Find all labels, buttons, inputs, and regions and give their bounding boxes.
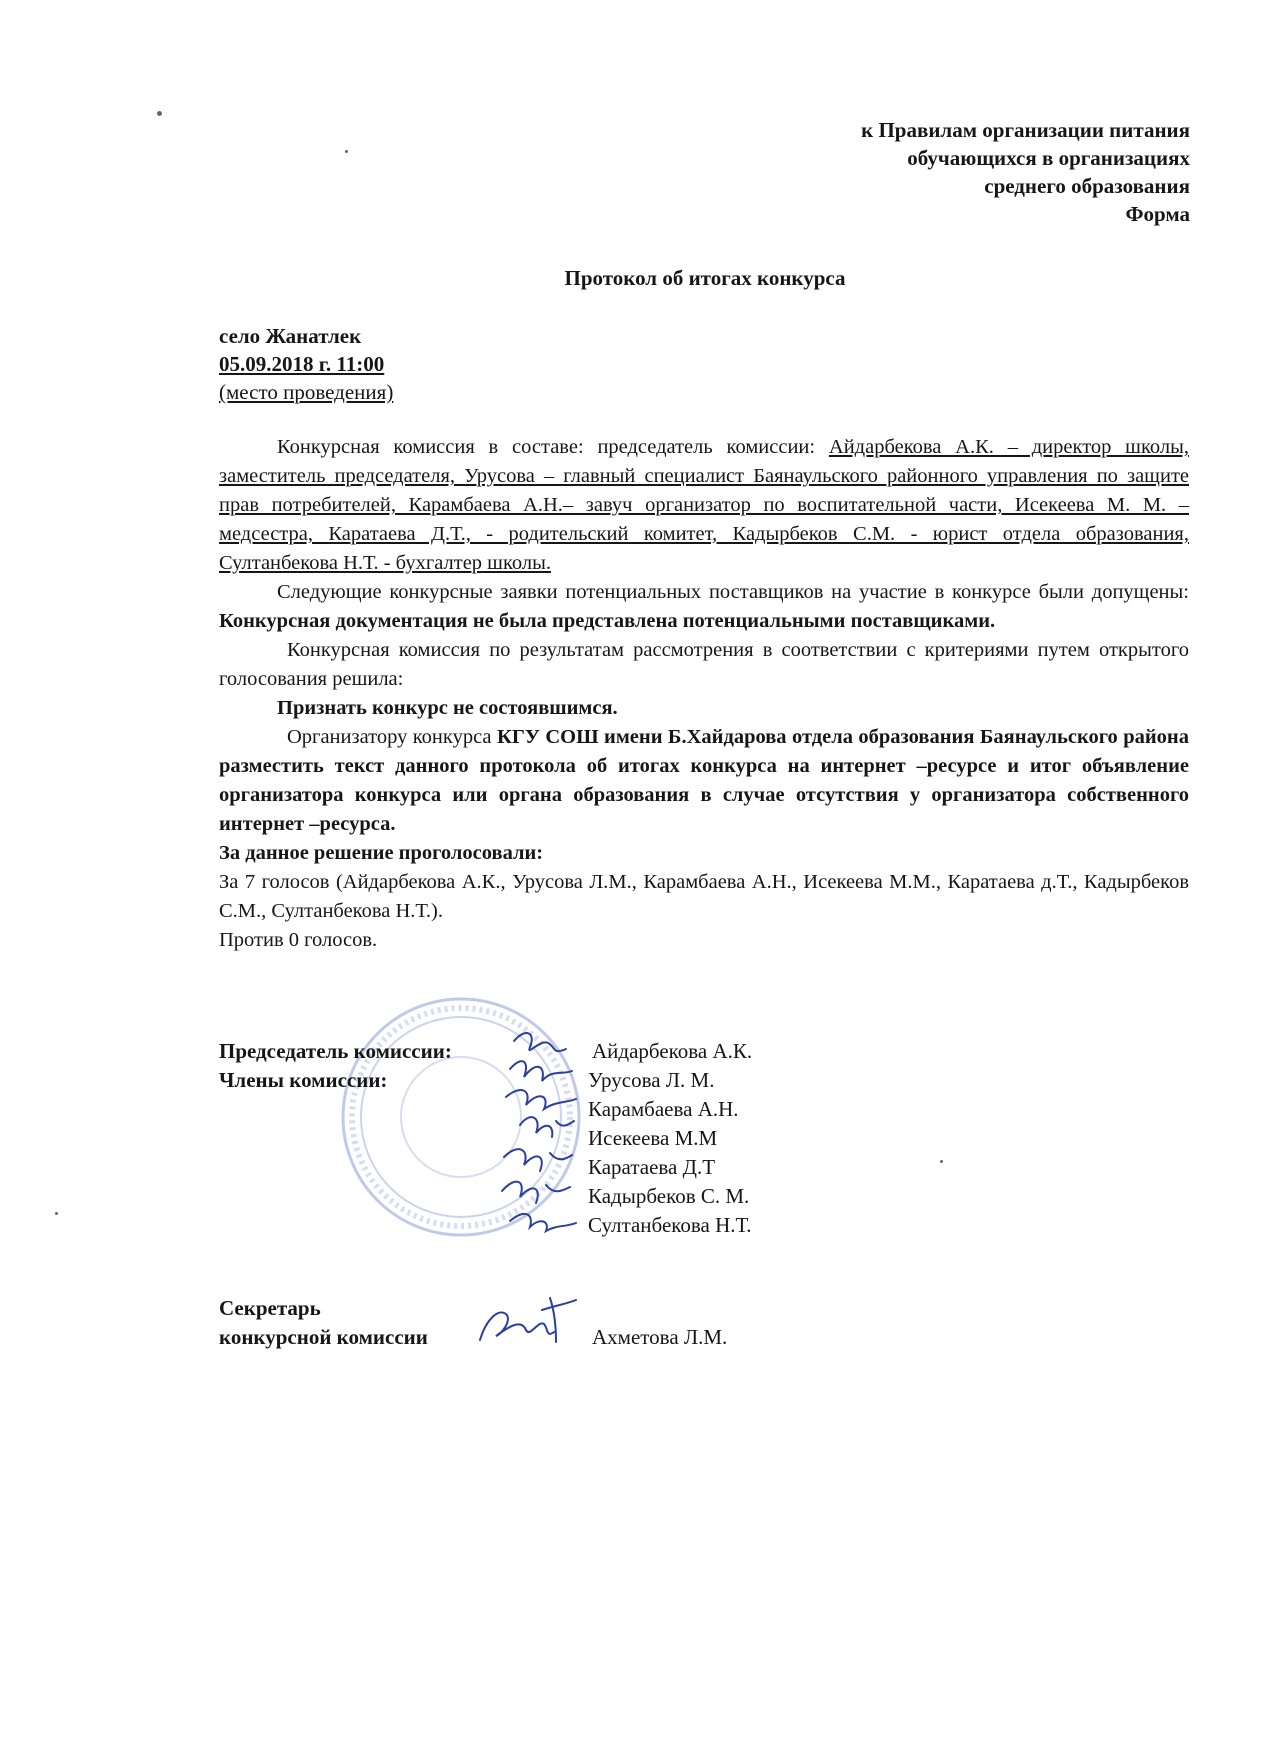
votes-for: За 7 голосов (Айдарбекова А.К., Урусова Л.М., Карамбаева А.Н., Исекеева М.М., Каратаева д.Т., Кадырбеков С.М., Султанбекова Н.Т.). <box>219 871 1189 922</box>
signature-scribbles-icon <box>496 1025 586 1245</box>
secretary-label-1: Секретарь <box>219 1296 321 1320</box>
scan-speck <box>157 111 162 116</box>
member-name: Карамбаева А.Н. <box>588 1097 739 1121</box>
organizer-text: Организатору конкурса <box>287 726 492 748</box>
village: село Жанатлек <box>219 324 362 348</box>
scan-speck <box>55 1212 58 1215</box>
secretary-signature-icon <box>472 1290 584 1352</box>
secretary-label-2: конкурсной комиссии <box>219 1325 428 1349</box>
member-name: Султанбекова Н.Т. <box>588 1213 752 1237</box>
organizer-bold: КГУ СОШ имени Б.Хайдарова отдела образования Баянаульского района разместить текст данного протокола об итогах конкурса на интернет –ресурсе и итог объявление организатора конкурса или органа образования в случае отсутствия у организатора собственного интернет –ресурса. <box>219 726 1189 835</box>
applications-paragraph <box>219 578 1189 636</box>
organizer-paragraph <box>219 723 1189 839</box>
votes-against: Против 0 голосов. <box>219 929 378 951</box>
member-name: Урусова Л. М. <box>588 1068 715 1092</box>
applications-text: Следующие конкурсные заявки потенциальных поставщиков на участие в конкурсе были допущены: <box>277 581 1189 603</box>
header-line: обучающихся в организациях <box>907 146 1190 170</box>
commission-intro: Конкурсная комиссия в составе: председатель комиссии: <box>277 436 816 458</box>
member-name: Кадырбеков С. М. <box>588 1184 750 1208</box>
members-label: Члены комиссии: <box>219 1068 388 1092</box>
header-line: Форма <box>1125 202 1190 226</box>
place-caption: (место проведения) <box>219 380 394 404</box>
commission-paragraph <box>219 433 1189 578</box>
scan-speck <box>940 1160 943 1163</box>
document-title: Протокол об итогах конкурса <box>564 266 846 290</box>
decision-paragraph <box>219 636 1189 694</box>
applications-bold: Конкурсная документация не была представлена потенциальными поставщиками. <box>219 610 996 632</box>
datetime: 05.09.2018 г. 11:00 <box>219 352 385 376</box>
chair-label: Председатель комиссии: <box>219 1039 452 1063</box>
header-line: среднего образования <box>984 174 1190 198</box>
header-line: к Правилам организации питания <box>861 118 1190 142</box>
chair-name: Айдарбекова А.К. <box>592 1039 753 1063</box>
document-body <box>219 433 1189 955</box>
secretary-name: Ахметова Л.М. <box>592 1325 728 1349</box>
place-block <box>219 322 393 406</box>
votes-heading: За данное решение проголосовали: <box>219 842 544 864</box>
member-name: Исекеева М.М <box>588 1126 718 1150</box>
scan-speck <box>345 150 348 153</box>
decision-text: Конкурсная комиссия по результатам рассмотрения в соответствии с критериями путем открытого голосования решила: <box>219 639 1189 690</box>
header-block <box>861 116 1190 228</box>
member-name: Каратаева Д.Т <box>588 1155 716 1179</box>
commission-members: Айдарбекова А.К. – директор школы, заместитель председателя, Урусова – главный специалист Баянаульского районного управления по защите прав потребителей, Карамбаева А.Н.– завуч организатор по воспитательной части, Исекеева М. М. – медсестра, Каратаева Д.Т., - родительский комитет, Кадырбеков С.М. - юрист отдела образования, Султанбекова Н.Т. - бухгалтер школы. <box>219 436 1189 574</box>
decision-verdict: Признать конкурс не состоявшимся. <box>277 697 618 719</box>
